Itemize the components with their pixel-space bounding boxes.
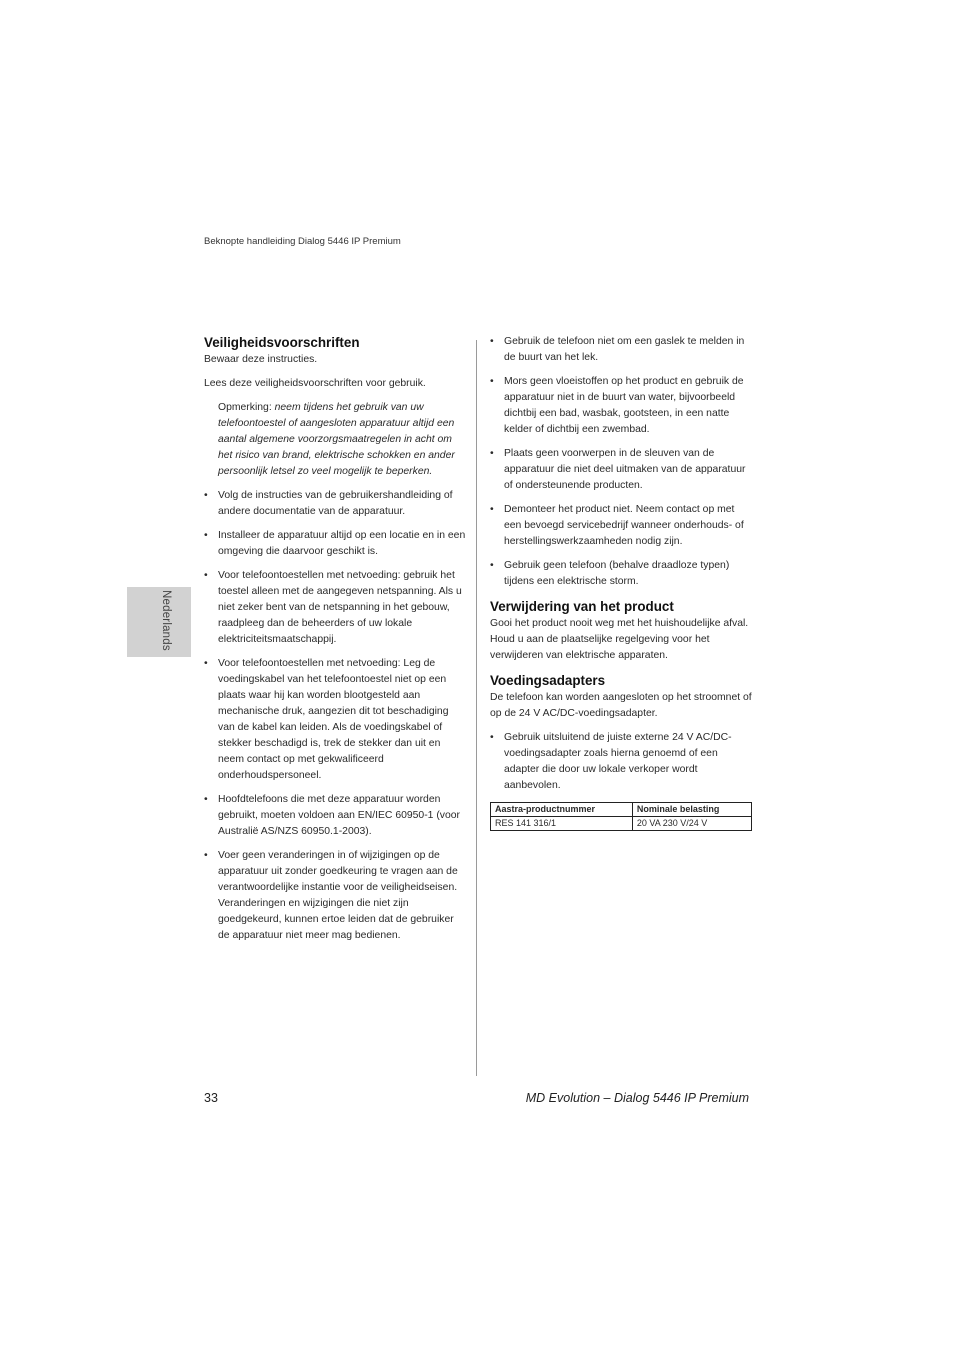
safety-intro-2: Lees deze veiligheidsvoorschriften voor gebruik.	[204, 378, 426, 389]
safety-intro-1: Bewaar deze instructies.	[204, 354, 318, 365]
list-item: • Mors geen vloeistoffen op het product en gebruik de apparatuur niet in de buurt van water, bijvoorbeeld dichtbij een bad, wasbak, gootsteen, in een natte kelder of dichtbij een zwembad.	[490, 374, 752, 438]
column-divider	[476, 340, 477, 1076]
safety-note	[218, 400, 466, 480]
list-item: • Hoofdtelefoons die met deze apparatuur worden gebruikt, moeten voldoen aan EN/IEC 60950-1 (voor Australië AS/NZS 60950.1-2003).	[204, 792, 466, 840]
safety-list-left	[204, 488, 466, 944]
running-header: Beknopte handleiding Dialog 5446 IP Premium	[204, 236, 401, 247]
left-column	[204, 334, 466, 952]
list-item: • Volg de instructies van de gebruikershandleiding of andere documentatie van de apparatuur.	[204, 488, 466, 520]
language-tab-label: Nederlands	[160, 590, 172, 651]
table-cell: RES 141 316/1	[491, 817, 633, 831]
list-item: • Voor telefoontoestellen met netvoeding: gebruik het toestel alleen met de aangegeven netspanning. Als u niet zeker bent van de netspanning in het gebouw, raadpleeg dan de beheerders of uw lokale elektriciteitsmaatschappij.	[204, 568, 466, 648]
language-tab	[127, 587, 191, 657]
safety-heading: Veiligheidsvoorschriften	[204, 335, 360, 350]
note-text: neem tijdens het gebruik van uw telefoontoestel of aangesloten apparatuur altijd een aantal algemene voorzorgsmaatregelen in acht om het risico van brand, elektrische schokken en ander persoonlijk letsel zo veel mogelijk te beperken.	[218, 402, 455, 477]
adapter-table	[490, 802, 752, 831]
table-header-cell: Nominale belasting	[632, 803, 751, 817]
table-header-row	[491, 803, 752, 817]
list-item: • Demonteer het product niet. Neem contact op met een bevoegd servicebedrijf wanneer onderhouds- of herstellingswerkzaamheden nodig zijn.	[490, 502, 752, 550]
list-item: • Gebruik de telefoon niet om een gaslek te melden in de buurt van het lek.	[490, 334, 752, 366]
table-row	[491, 817, 752, 831]
right-column	[490, 334, 752, 831]
list-item: • Gebruik geen telefoon (behalve draadloze typen) tijdens een elektrische storm.	[490, 558, 752, 590]
page-number: 33	[204, 1091, 218, 1105]
list-item: • Voer geen veranderingen in of wijzigingen op de apparatuur uit zonder goedkeuring te vragen aan de verantwoordelijke instantie voor de veiligheidseisen. Veranderingen en wijzigingen die niet zijn goedgekeurd, kunnen ertoe leiden dat de gebruiker de apparatuur niet meer mag bedienen.	[204, 848, 466, 944]
adapters-text: De telefoon kan worden aangesloten op het stroomnet of op de 24 V AC/DC-voedingsadapter.	[490, 692, 752, 719]
table-cell: 20 VA 230 V/24 V	[632, 817, 751, 831]
adapters-list	[490, 730, 752, 794]
list-item: • Plaats geen voorwerpen in de sleuven van de apparatuur die niet deel uitmaken van de apparatuur of ondersteunende producten.	[490, 446, 752, 494]
note-label: Opmerking:	[218, 402, 272, 413]
footer-title: MD Evolution – Dialog 5446 IP Premium	[525, 1091, 749, 1105]
list-item: • Gebruik uitsluitend de juiste externe 24 V AC/DC-voedingsadapter zoals hierna genoemd of een adapter die door uw lokale verkoper wordt aanbevolen.	[490, 730, 752, 794]
list-item: • Voor telefoontoestellen met netvoeding: Leg de voedingskabel van het telefoontoestel niet op een plaats waar hij kan worden blootgesteld aan mechanische druk, aangezien dit tot beschadiging van de kabel kan leiden. Als de voedingskabel of stekker beschadigd is, trek de stekker dan uit en neem contact op met gekwalificeerd onderhoudspersoneel.	[204, 656, 466, 784]
safety-list-right	[490, 334, 752, 590]
disposal-heading: Verwijdering van het product	[490, 599, 674, 614]
list-item: • Installeer de apparatuur altijd op een locatie en in een omgeving die daarvoor geschikt is.	[204, 528, 466, 560]
adapters-heading: Voedingsadapters	[490, 673, 606, 688]
disposal-text: Gooi het product nooit weg met het huishoudelijke afval. Houd u aan de plaatselijke regelgeving voor het verwijderen van elektrische apparaten.	[490, 618, 749, 661]
table-header-cell: Aastra-productnummer	[491, 803, 633, 817]
